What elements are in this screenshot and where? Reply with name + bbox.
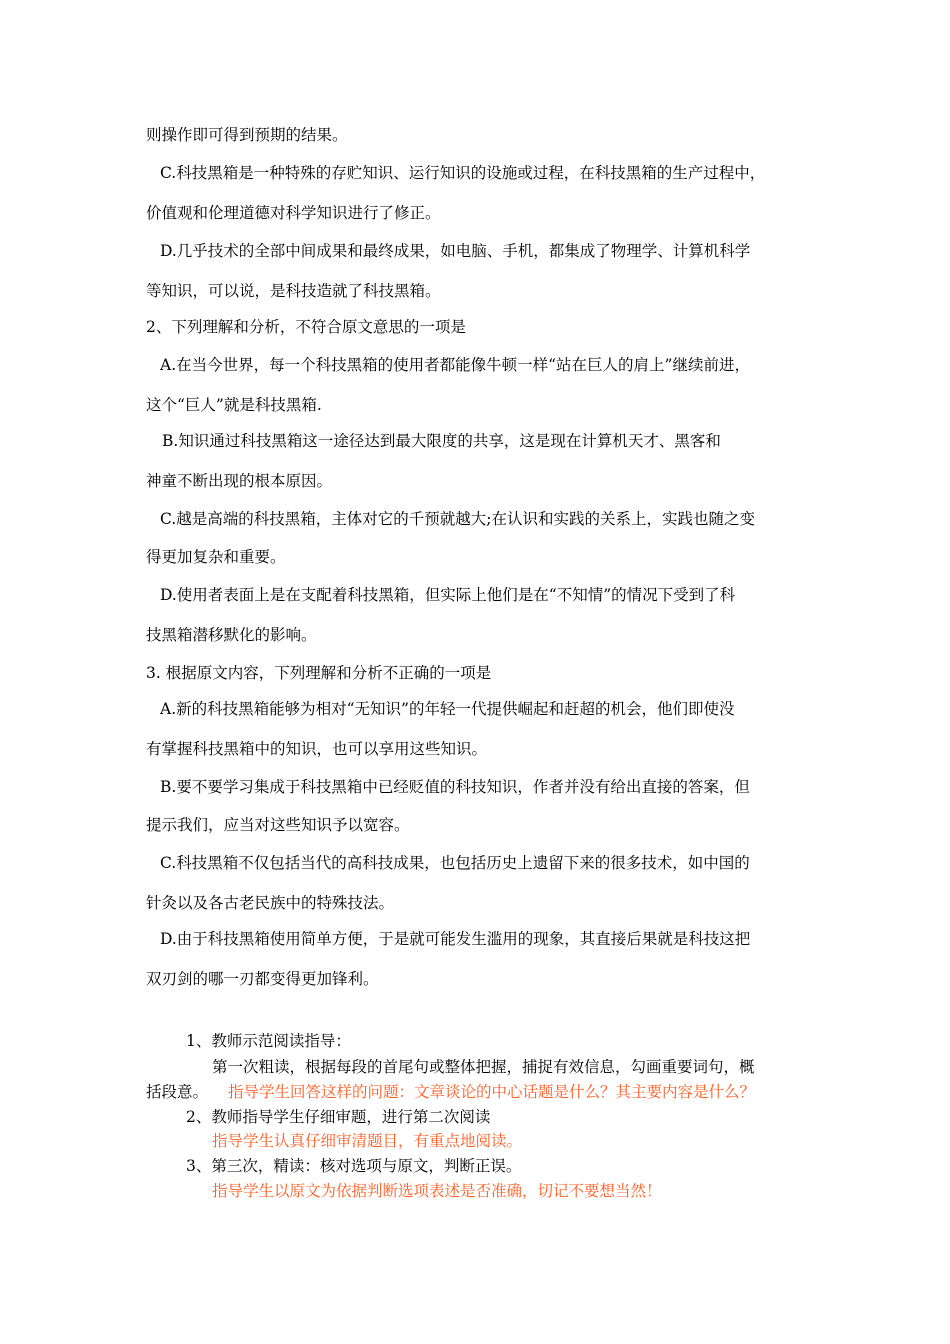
option-a-line: A.在当今世界，每一个科技黑箱的使用者都能像牛顿一样“站在巨人的肩上”继续前进， — [160, 356, 750, 374]
step-1-title: 1、教师示范阅读指导： — [186, 1032, 351, 1050]
paragraph-line: 等知识，可以说，是科技造就了科技黑箱。 — [146, 282, 441, 300]
option-c-line: C.越是高端的科技黑箱，主体对它的千预就越大;在认识和实践的关系上，实践也随之变 — [160, 510, 755, 528]
step-2-guidance-note: 指导学生认真仔细审清题目，有重点地阅读。 — [212, 1132, 523, 1150]
paragraph-line: 神童不断出现的根本原因。 — [146, 472, 333, 490]
paragraph-line: 技黑箱潜移默化的影响。 — [146, 626, 317, 644]
paragraph-line: 有掌握科技黑箱中的知识，也可以享用这些知识。 — [146, 740, 488, 758]
option-a-line: A.新的科技黑箱能够为相对“无知识”的年轻一代提供崛起和赶超的机会，他们即使没 — [160, 700, 735, 718]
step-3-guidance-note: 指导学生以原文为依据判断选项表述是否准确，切记不要想当然！ — [212, 1182, 662, 1200]
paragraph-line: 这个“巨人”就是科技黑箱. — [146, 396, 322, 414]
option-d-line: D.由于科技黑箱使用简单方便，于是就可能发生滥用的现象，其直接后果就是科技这把 — [160, 930, 751, 948]
step-1-guidance-note: 指导学生回答这样的问题：文章谈论的中心话题是什么？其主要内容是什么？ — [228, 1083, 756, 1101]
paragraph-line: 针灸以及各古老民族中的特殊技法。 — [146, 894, 395, 912]
option-c-line: C.科技黑箱不仅包括当代的高科技成果，也包括历史上遗留下来的很多技术，如中国的 — [160, 854, 750, 872]
paragraph-line: 提示我们，应当对这些知识予以宽容。 — [146, 816, 410, 834]
option-b-line: B.知识通过科技黑箱这一途径达到最大限度的共享，这是现在计算机天才、黑客和 — [162, 432, 721, 450]
option-d-line: D.使用者表面上是在支配着科技黑箱，但实际上他们是在“不知情”的情况下受到了科 — [160, 586, 736, 604]
option-d-line: D.几乎技术的全部中间成果和最终成果，如电脑、手机，都集成了物理学、计算机科学 — [160, 242, 751, 260]
step-2-title: 2、教师指导学生仔细审题，进行第二次阅读 — [186, 1108, 491, 1126]
option-b-line: B.要不要学习集成于科技黑箱中已经贬值的科技知识，作者并没有给出直接的答案，但 — [160, 778, 750, 796]
step-1-text-continued: 括段意。 — [146, 1083, 209, 1101]
paragraph-line: 则操作即可得到预期的结果。 — [146, 126, 348, 144]
paragraph-line: 双刃剑的哪一刃都变得更加锋利。 — [146, 970, 379, 988]
paragraph-line: 得更加复杂和重要。 — [146, 548, 286, 566]
step-1-text: 第一次粗读，根据每段的首尾句或整体把握，捕捉有效信息，勾画重要词句，概 — [212, 1058, 755, 1076]
step-3-title: 3、第三次，精读：核对选项与原文，判断正误。 — [186, 1157, 522, 1175]
question-3-heading: 3. 根据原文内容，下列理解和分析不正确的一项是 — [146, 664, 492, 682]
question-2-heading: 2、下列理解和分析，不符合原文意思的一项是 — [146, 318, 466, 336]
paragraph-line: 价值观和伦理道德对科学知识进行了修正。 — [146, 204, 441, 222]
option-c-line: C.科技黑箱是一种特殊的存贮知识、运行知识的设施或过程，在科技黑箱的生产过程中， — [160, 164, 766, 182]
